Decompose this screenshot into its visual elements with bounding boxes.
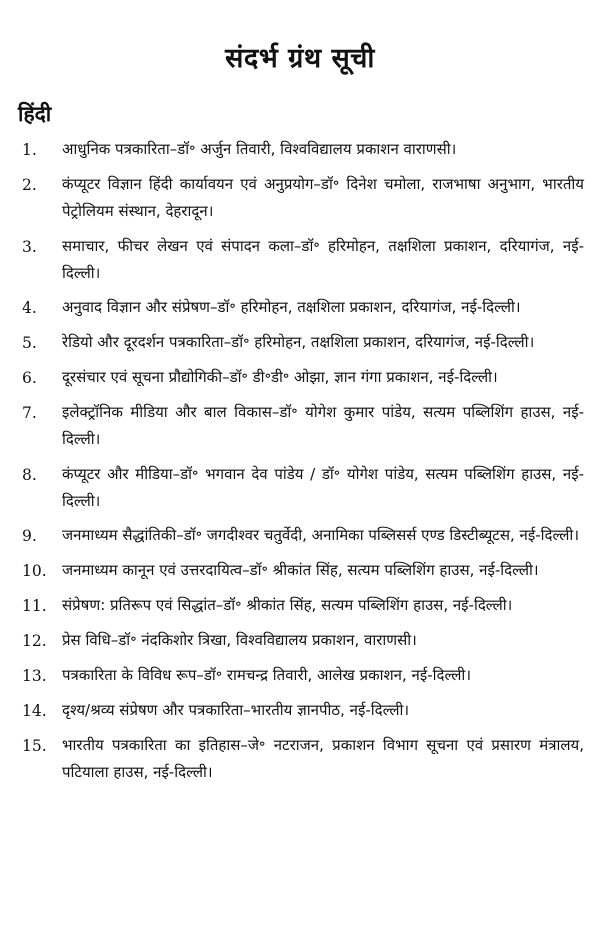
item-text: भारतीय पत्रकारिता का इतिहास–जे॰ नटराजन, प्रकाशन विभाग सूचना एवं प्रसारण मंत्रालय, पटियाला हाउस, नई-दिल्ली। — [62, 736, 584, 781]
item-number: 1. — [22, 141, 37, 159]
item-text: समाचार, फीचर लेखन एवं संपादन कला–डॉ॰ हरिमोहन, तक्षशिला प्रकाशन, दरियागंज, नई-दिल्ली। — [62, 236, 584, 282]
item-number: 5. — [22, 334, 37, 352]
section-heading: हिंदी — [18, 102, 52, 126]
list-item — [22, 461, 584, 515]
bibliography-list — [22, 136, 584, 794]
item-number: 11. — [22, 597, 47, 615]
item-text: जनमाध्यम कानून एवं उत्तरदायित्व–डॉ॰ श्रीकांत सिंह, सत्यम पब्लिशिंग हाउस, नई-दिल्ली। — [62, 561, 539, 579]
list-item — [22, 592, 584, 620]
item-number: 4. — [22, 299, 37, 317]
item-text: दूरसंचार एवं सूचना प्रौद्योगिकी–डॉ॰ डी॰डी॰ ओझा, ज्ञान गंगा प्रकाशन, नई-दिल्ली। — [62, 368, 498, 386]
item-text: जनमाध्यम सैद्धांतिकी–डॉ॰ जगदीश्वर चतुर्वेदी, अनामिका पब्लिसर्स एण्ड डिस्टीब्यूटस, नई-दिल्ली। — [62, 526, 580, 544]
item-text: दृश्य/श्रव्य संप्रेषण और पत्रकारिता–भारतीय ज्ञानपीठ, नई-दिल्ली। — [62, 701, 410, 719]
list-item — [22, 329, 584, 357]
list-item — [22, 171, 584, 225]
item-number: 15. — [22, 737, 47, 755]
list-item — [22, 233, 584, 287]
item-number: 9. — [22, 527, 37, 545]
item-number: 3. — [22, 237, 37, 256]
item-number: 12. — [22, 632, 47, 650]
item-text: संप्रेषण: प्रतिरूप एवं सिद्धांत–डॉ॰ श्रीकांत सिंह, सत्यम पब्लिशिंग हाउस, नई-दिल्ली। — [62, 596, 513, 614]
item-number: 13. — [22, 667, 47, 685]
list-item — [22, 294, 584, 322]
list-item — [22, 522, 584, 550]
list-item — [22, 136, 584, 164]
item-number: 6. — [22, 369, 37, 387]
item-text: रेडियो और दूरदर्शन पत्रकारिता–डॉ॰ हरिमोहन, तक्षशिला प्रकाशन, दरियागंज, नई-दिल्ली। — [62, 333, 535, 351]
item-number: 2. — [22, 176, 37, 194]
item-text: आधुनिक पत्रकारिता–डॉ॰ अर्जुन तिवारी, विश्वविद्यालय प्रकाशन वाराणसी। — [62, 140, 457, 158]
item-text: पत्रकारिता के विविध रूप–डॉ॰ रामचन्द्र तिवारी, आलेख प्रकाशन, नई-दिल्ली। — [62, 666, 472, 684]
list-item — [22, 732, 584, 786]
item-text: इलेक्ट्रॉनिक मीडिया और बाल विकास–डॉ॰ योगेश कुमार पांडेय, सत्यम पब्लिशिंग हाउस, नई-दिल्ली। — [62, 403, 584, 448]
page-title: संदर्भ ग्रंथ सूची — [225, 43, 375, 74]
item-text: अनुवाद विज्ञान और संप्रेषण–डॉ॰ हरिमोहन, तक्षशिला प्रकाशन, दरियागंज, नई-दिल्ली। — [62, 298, 521, 316]
list-item — [22, 557, 584, 585]
list-item — [22, 627, 584, 655]
item-number: 10. — [22, 562, 47, 580]
list-item — [22, 697, 584, 725]
list-item — [22, 364, 584, 392]
item-number: 14. — [22, 702, 47, 720]
item-text: कंप्यूटर विज्ञान हिंदी कार्यावयन एवं अनुप्रयोग–डॉ॰ दिनेश चमोला, राजभाषा अनुभाग, भारतीय पेट्रोलियम संस्थान, देहरादून। — [62, 175, 584, 220]
item-text: प्रेस विधि–डॉ॰ नंदकिशोर त्रिखा, विश्वविद्यालय प्रकाशन, वाराणसी। — [62, 631, 417, 649]
list-item — [22, 662, 584, 690]
item-number: 8. — [22, 465, 37, 484]
item-text: कंप्यूटर और मीडिया–डॉ॰ भगवान देव पांडेय / डॉ॰ योगेश पांडेय, सत्यम पब्लिशिंग हाउस, नई-दिल्ली। — [62, 464, 584, 510]
item-number: 7. — [22, 404, 37, 422]
list-item — [22, 399, 584, 453]
